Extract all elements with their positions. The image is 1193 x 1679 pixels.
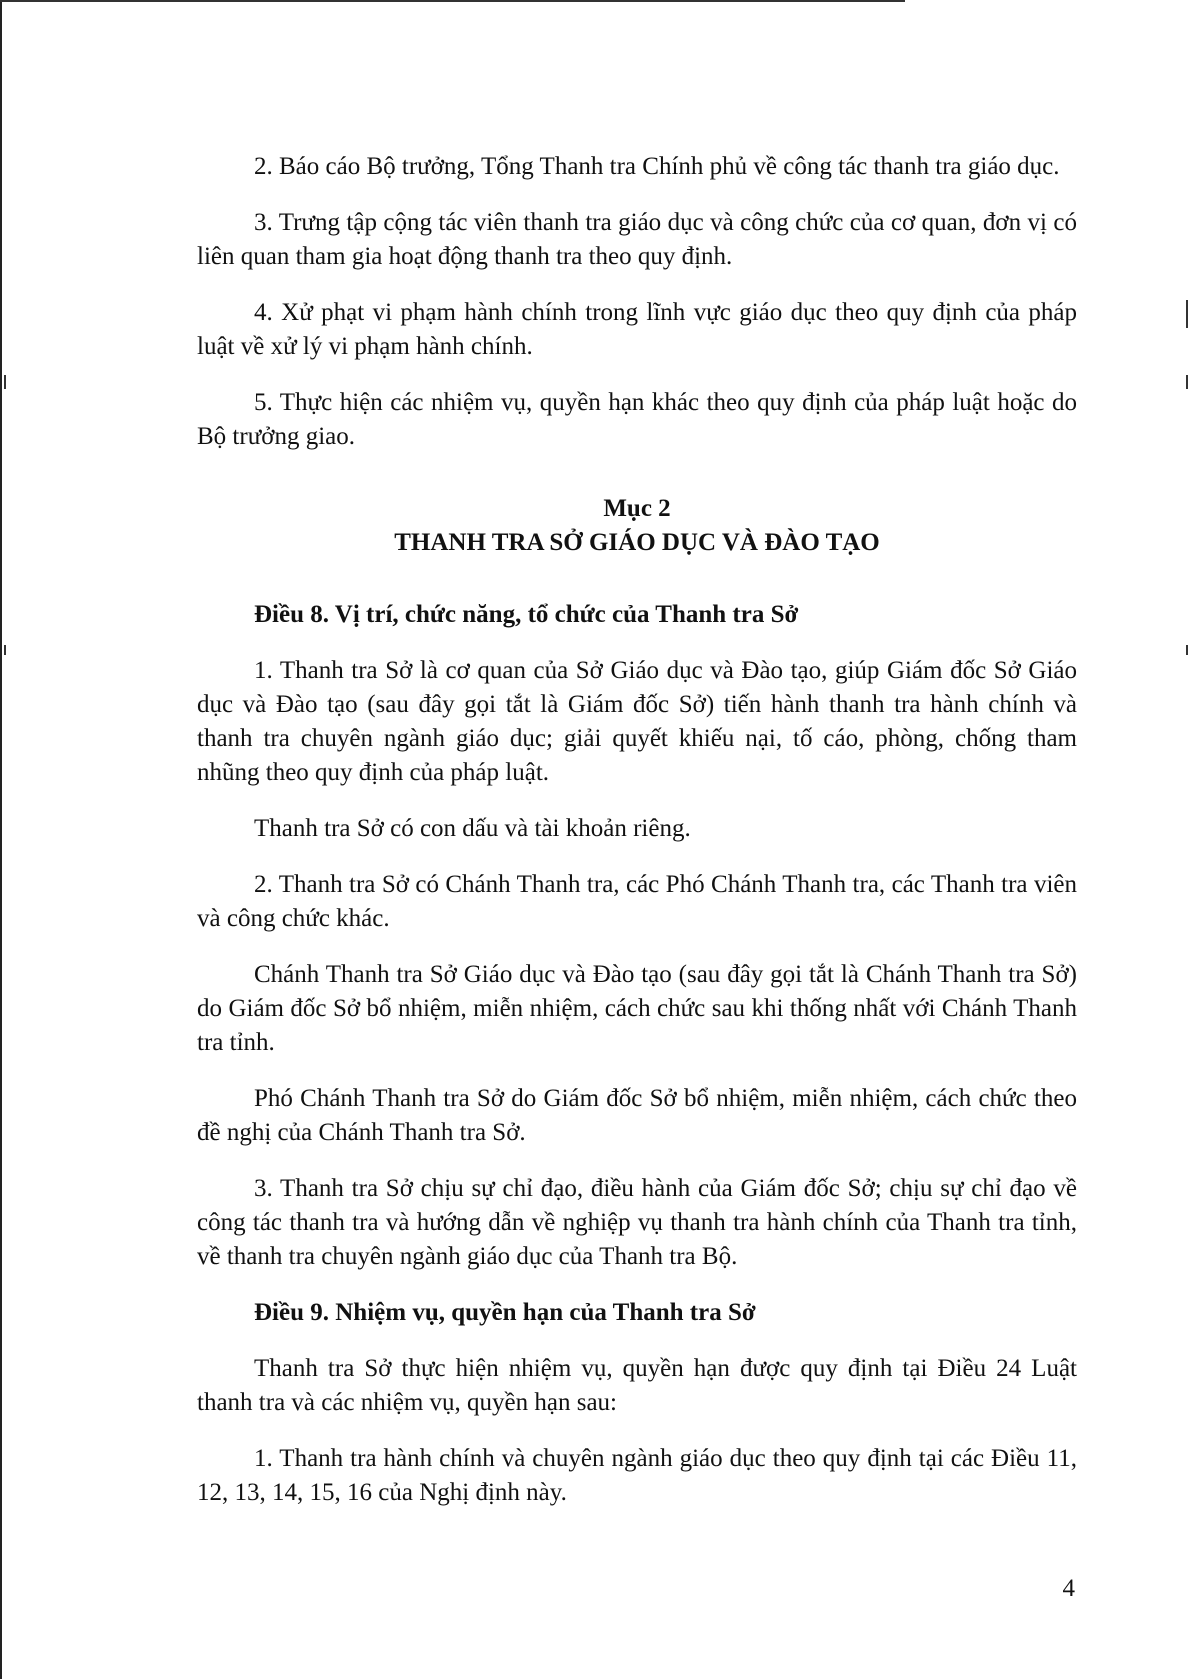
- paragraph: 3. Trưng tập cộng tác viên thanh tra giáo dục và công chức của cơ quan, đơn vị có liên quan tham gia hoạt động thanh tra theo quy định.: [197, 209, 1077, 270]
- scan-edge-top: [0, 0, 905, 2]
- paragraph: Phó Chánh Thanh tra Sở do Giám đốc Sở bổ nhiệm, miễn nhiệm, cách chức theo đề nghị của Chánh Thanh tra Sở.: [197, 1085, 1077, 1146]
- scan-mark: [1186, 300, 1188, 328]
- paragraph: Thanh tra Sở có con dấu và tài khoản riêng.: [254, 815, 691, 842]
- scan-mark: [4, 645, 6, 655]
- page-number: 4: [1062, 1575, 1075, 1602]
- document-body: [197, 150, 1077, 1532]
- paragraph: 4. Xử phạt vi phạm hành chính trong lĩnh vực giáo dục theo quy định của pháp luật về xử lý vi phạm hành chính.: [197, 299, 1077, 360]
- article-heading: Điều 8. Vị trí, chức năng, tổ chức của Thanh tra Sở: [254, 601, 799, 628]
- paragraph: Chánh Thanh tra Sở Giáo dục và Đào tạo (sau đây gọi tắt là Chánh Thanh tra Sở) do Giám đốc Sở bổ nhiệm, miễn nhiệm, cách chức sau khi thống nhất với Chánh Thanh tra tỉnh.: [197, 961, 1077, 1056]
- paragraph: 3. Thanh tra Sở chịu sự chỉ đạo, điều hành của Giám đốc Sở; chịu sự chỉ đạo về công tác thanh tra và hướng dẫn về nghiệp vụ thanh tra hành chính của Thanh tra tỉnh, về thanh tra chuyên ngành giáo dục của Thanh tra Bộ.: [197, 1175, 1077, 1270]
- section-title: THANH TRA SỞ GIÁO DỤC VÀ ĐÀO TẠO: [394, 529, 880, 556]
- paragraph: 5. Thực hiện các nhiệm vụ, quyền hạn khác theo quy định của pháp luật hoặc do Bộ trưởng giao.: [197, 389, 1077, 450]
- paragraph: 2. Báo cáo Bộ trưởng, Tổng Thanh tra Chính phủ về công tác thanh tra giáo dục.: [254, 153, 1060, 180]
- paragraph: Thanh tra Sở thực hiện nhiệm vụ, quyền hạn được quy định tại Điều 24 Luật thanh tra và các nhiệm vụ, quyền hạn sau:: [197, 1355, 1077, 1416]
- scan-edge-left: [0, 0, 2, 1679]
- section-label: Mục 2: [603, 495, 671, 522]
- scan-mark: [1186, 375, 1188, 389]
- paragraph: 2. Thanh tra Sở có Chánh Thanh tra, các Phó Chánh Thanh tra, các Thanh tra viên và công chức khác.: [197, 871, 1077, 932]
- scan-mark: [4, 375, 6, 389]
- paragraph: 1. Thanh tra hành chính và chuyên ngành giáo dục theo quy định tại các Điều 11, 12, 13, 14, 15, 16 của Nghị định này.: [197, 1445, 1077, 1506]
- scan-mark: [1186, 645, 1188, 655]
- article-heading: Điều 9. Nhiệm vụ, quyền hạn của Thanh tra Sở: [254, 1299, 756, 1326]
- paragraph: 1. Thanh tra Sở là cơ quan của Sở Giáo dục và Đào tạo, giúp Giám đốc Sở Giáo dục và Đào tạo (sau đây gọi tắt là Giám đốc Sở) tiến hành thanh tra hành chính và thanh tra chuyên ngành giáo dục; giải quyết khiếu nại, tố cáo, phòng, chống tham nhũng theo quy định của pháp luật.: [197, 657, 1077, 786]
